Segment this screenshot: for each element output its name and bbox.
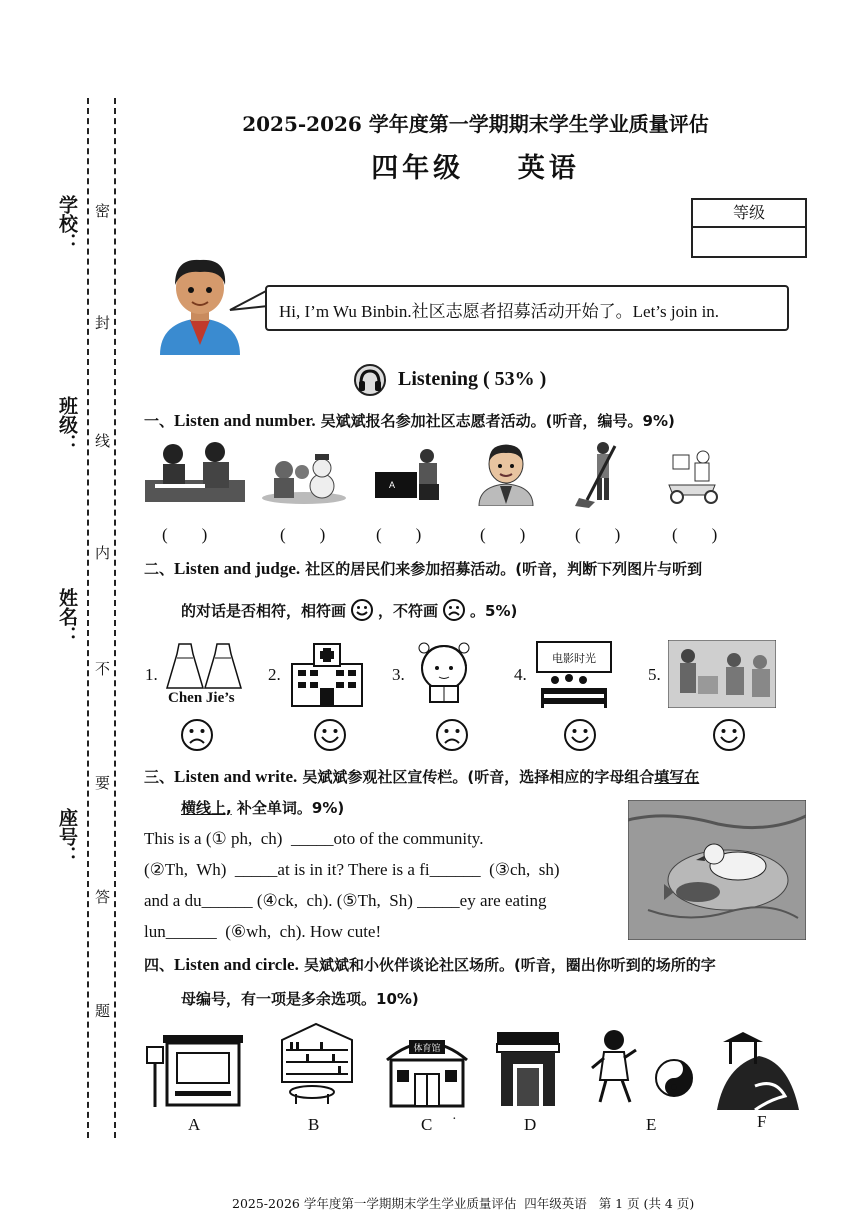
seal-char: 密: [95, 202, 111, 220]
answer-blank[interactable]: ( ): [162, 525, 208, 544]
passage-line: (②Th, Wh) _____at is in it? There is a fi______ (③ch, sh): [144, 860, 560, 879]
answer-blank[interactable]: ( ): [575, 525, 621, 544]
helping-classmate-picture: [145, 440, 245, 502]
making-snowman-picture: [262, 446, 347, 504]
option-label-f[interactable]: F: [757, 1112, 767, 1131]
sad-face-icon: [180, 718, 214, 752]
part1-instruction: 吴斌斌报名参加社区志愿者活动。(听音，编号。9%): [320, 412, 675, 430]
item-number: 4.: [514, 665, 527, 684]
smile-face-icon: [712, 718, 746, 752]
seal-char: 不: [95, 660, 111, 678]
passage-line: and a du______ (④ck, ch). (⑤Th, Sh) _____ey are eating: [144, 891, 547, 910]
smile-face-icon: [350, 598, 374, 622]
part4-title-en: Listen and circle.: [174, 955, 299, 974]
part1-number: 一、: [144, 412, 175, 430]
part3-number: 三、: [144, 768, 175, 786]
page-subtitle: 四年级 英语: [371, 153, 580, 184]
svg-text:A: A: [389, 480, 396, 490]
headphones-icon: [353, 363, 387, 397]
sweeping-floor-picture: [573, 440, 625, 510]
item-number: 1.: [145, 665, 158, 684]
answer-blank[interactable]: ( ): [376, 525, 422, 544]
smile-face-icon: [313, 718, 347, 752]
sad-face-icon: [435, 718, 469, 752]
school-label: 学校：: [56, 195, 78, 252]
speech-bubble-tail: [228, 282, 270, 322]
answer-blank[interactable]: ( ): [672, 525, 718, 544]
option-label-e[interactable]: E: [646, 1115, 657, 1134]
page-footer: 2025-2026 学年度第一学期期末学生学业质量评估 四年级英语 第 1 页 (共 4 页): [232, 1196, 695, 1211]
sad-face-icon: [442, 598, 466, 622]
tai-chi-picture: [590, 1028, 710, 1108]
girl-reading-picture: [412, 640, 476, 706]
listening-heading: Listening ( 53% ): [398, 368, 547, 390]
answer-blank[interactable]: ( ): [480, 525, 526, 544]
boy-portrait-picture: [475, 440, 537, 506]
passage-line: This is a (① ph, ch) _____oto of the community.: [144, 829, 484, 848]
hospital-picture: [288, 640, 366, 708]
seal-char: 线: [95, 432, 111, 450]
part2-instruction-b: ，不符画: [378, 601, 439, 620]
speech-bubble-text: Hi, I’m Wu Binbin.社区志愿者招募活动开始了。Let’s join in.: [279, 302, 720, 321]
part3-instruction-line2: [181, 797, 344, 818]
item-number: 5.: [648, 665, 661, 684]
part2-instruction-c: 。5%): [470, 601, 518, 620]
part1-title-en: Listen and number.: [174, 411, 316, 430]
part4-instruction-line1: 吴斌斌和小伙伴谈论社区场所。(听音，圈出你听到的场所的字: [303, 956, 716, 974]
seal-char: 要: [95, 774, 111, 792]
binding-line-left: [87, 98, 89, 1138]
gym-sign: 体育馆: [413, 1044, 441, 1054]
class-label: 班级：: [56, 396, 78, 453]
part3-title-en: Listen and write.: [174, 767, 298, 786]
part3-instruction-a: 吴斌斌参观社区宣传栏。(听音，选择相应的字母组合: [302, 768, 655, 786]
part3-instruction-b: 补全单词。9%): [231, 799, 345, 817]
item-number: 2.: [268, 665, 281, 684]
grade-box: [691, 198, 807, 258]
dresses-caption: Chen Jie’s: [168, 690, 235, 706]
option-label-b[interactable]: B: [308, 1115, 320, 1134]
part3-instruction: [302, 768, 699, 786]
option-label-a[interactable]: A: [188, 1115, 201, 1134]
part2-title-en: Listen and judge.: [174, 559, 301, 578]
speech-bubble: [265, 285, 789, 331]
seal-char: 题: [95, 1002, 111, 1020]
part3-title: [144, 766, 699, 787]
page-title: 2025-2026 学年度第一学期期末学生学业质量评估: [242, 112, 709, 136]
option-c-dot: ·: [452, 1112, 457, 1127]
part2-instruction-line2: [181, 598, 517, 622]
part4-title: [144, 954, 716, 975]
part3-instruction-underlined-2: 横线上,: [181, 799, 232, 817]
gym-picture: [383, 1030, 471, 1110]
part3-instruction-underlined: 填写在: [654, 768, 700, 786]
part2-instruction-a: 的对话是否相符，相符画: [181, 601, 347, 620]
part2-number: 二、: [144, 560, 175, 578]
binding-line-right: [114, 98, 116, 1138]
seat-label: 座号：: [56, 808, 78, 865]
seal-char: 答: [95, 888, 111, 906]
answer-blank[interactable]: ( ): [280, 525, 326, 544]
part4-number: 四、: [144, 956, 175, 974]
cinema-sign: 电影时光: [552, 652, 596, 665]
option-label-c[interactable]: C: [421, 1115, 433, 1134]
bus-stop-picture: [145, 1033, 245, 1108]
park-pavilion-picture: [715, 1026, 801, 1112]
cinema-picture: [535, 640, 613, 710]
part4-instruction-line2: 母编号，有一项是多余选项。10%): [181, 990, 419, 1008]
dresses-picture: [165, 640, 245, 690]
name-label: 姓名：: [56, 588, 78, 645]
item-number: 3.: [392, 665, 405, 684]
shop-picture: [493, 1030, 563, 1108]
grade-box-label: 等级: [693, 200, 805, 228]
seal-char: 内: [95, 544, 111, 562]
part1-title: [144, 410, 675, 431]
part2-title: [144, 558, 702, 579]
pond-duck-fish-picture: [628, 800, 806, 940]
part2-instruction-line1: 社区的居民们来参加招募活动。(听音，判断下列图片与听到: [305, 560, 703, 578]
using-computer-picture: [375, 446, 443, 502]
option-label-d[interactable]: D: [524, 1115, 537, 1134]
delivery-scooter-picture: [665, 445, 723, 505]
passage-line: lun______ (⑥wh, ch). How cute!: [144, 922, 382, 941]
seal-char: 封: [95, 314, 111, 332]
smile-face-icon: [563, 718, 597, 752]
people-talking-picture: [668, 640, 776, 708]
library-picture: [272, 1020, 360, 1106]
